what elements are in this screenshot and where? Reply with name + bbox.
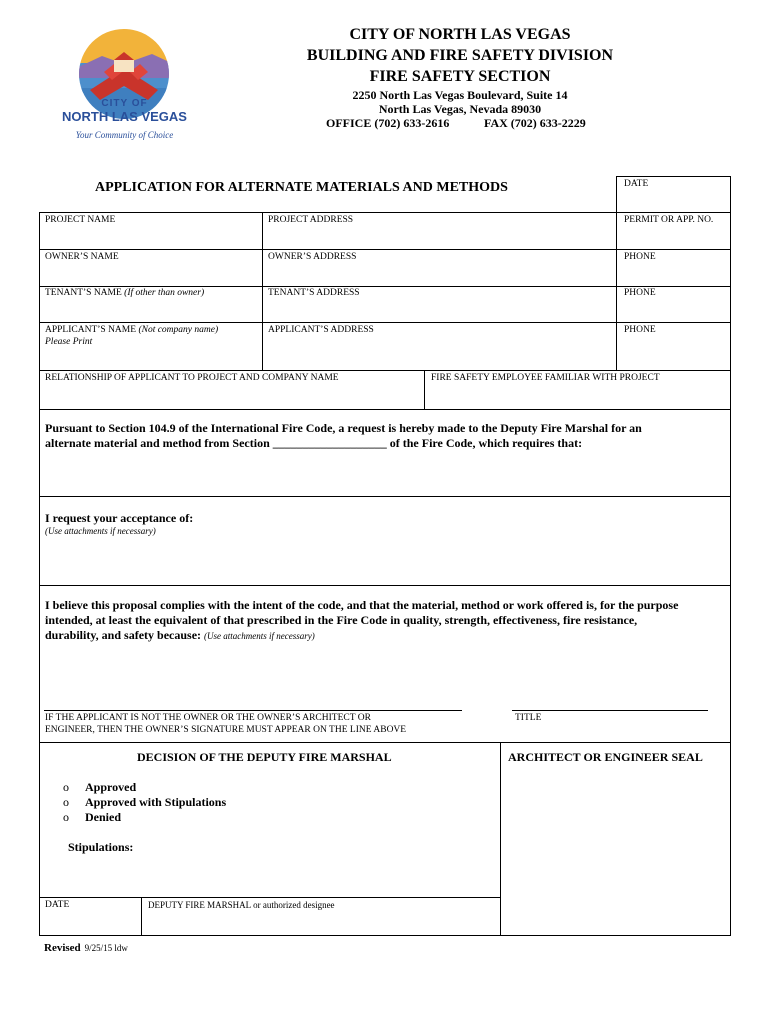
owner-name-label: OWNER’S NAME	[45, 252, 119, 262]
pursuant-line2a: alternate material and method from Section	[45, 436, 273, 450]
form-title: APPLICATION FOR ALTERNATE MATERIALS AND METHODS	[95, 180, 508, 195]
option-denied-marker[interactable]: o	[63, 810, 69, 824]
tenant-phone-label: PHONE	[624, 288, 656, 298]
option-approved-marker[interactable]: o	[63, 780, 69, 794]
project-name-label: PROJECT NAME	[45, 215, 116, 225]
city-logo	[52, 28, 197, 150]
applicant-phone-label: PHONE	[624, 325, 656, 335]
decision-title: DECISION OF THE DEPUTY FIRE MARSHAL	[137, 750, 392, 764]
applicant-name-note: (Not company name)	[138, 325, 219, 335]
believe-line1: I believe this proposal complies with the intent of the code, and that the material, method or work offered is, for the purpose	[45, 598, 679, 612]
request-label: I request your acceptance of:	[45, 511, 194, 525]
option-denied[interactable]	[63, 810, 121, 825]
decision-date-label: DATE	[45, 900, 70, 910]
applicant-name-label	[45, 325, 218, 335]
applicant-address-label: APPLICANT’S ADDRESS	[268, 325, 374, 335]
sig-note-line2: ENGINEER, THEN THE OWNER’S SIGNATURE MUST APPEAR ON THE LINE ABOVE	[45, 725, 407, 735]
project-address-label: PROJECT ADDRESS	[268, 215, 354, 225]
relationship-label: RELATIONSHIP OF APPLICANT TO PROJECT AND COMPANY NAME	[45, 373, 339, 383]
pursuant-line2b: of the Fire Code, which requires that:	[386, 436, 583, 450]
revised-label: Revised	[44, 942, 81, 954]
header-city: CITY OF NORTH LAS VEGAS	[349, 26, 571, 43]
applicant-print-note: Please Print	[45, 337, 93, 347]
logo-line1: CITY OF	[101, 98, 148, 109]
believe-line3	[45, 628, 315, 643]
believe-line3-text: durability, and safety because:	[45, 628, 202, 642]
option-stipulations-label: Approved with Stipulations	[85, 795, 227, 809]
header-address2: North Las Vegas, Nevada 89030	[378, 102, 542, 116]
option-stipulations-marker[interactable]: o	[63, 795, 69, 809]
deputy-signature-label: DEPUTY FIRE MARSHAL or authorized designee	[148, 900, 335, 910]
option-approved-stipulations[interactable]	[63, 795, 226, 810]
tenant-address-label: TENANT’S ADDRESS	[268, 288, 360, 298]
logo-line2: NORTH LAS VEGAS	[62, 109, 187, 124]
section-blank: ___________________	[272, 436, 387, 450]
believe-line2: intended, at least the equivalent of that prescribed in the Fire Code in quality, strength, effectiveness, fire resistance,	[45, 613, 638, 627]
owner-phone-label: PHONE	[624, 252, 656, 262]
pursuant-line1: Pursuant to Section 104.9 of the International Fire Code, a request is hereby made to the Deputy Fire Marshal for an	[45, 421, 642, 435]
logo-tagline: Your Community of Choice	[75, 130, 174, 140]
tenant-name-note: (If other than owner)	[124, 288, 205, 298]
header-office: OFFICE (702) 633-2616	[326, 116, 450, 130]
tenant-name-label	[45, 288, 204, 298]
title-label: TITLE	[515, 713, 542, 723]
option-approved-label: Approved	[85, 780, 137, 794]
applicant-name-text: APPLICANT’S NAME	[45, 325, 137, 335]
permit-no-label: PERMIT OR APP. NO.	[624, 215, 714, 225]
header-division: BUILDING AND FIRE SAFETY DIVISION	[306, 47, 614, 64]
owner-address-label: OWNER’S ADDRESS	[268, 252, 357, 262]
option-denied-label: Denied	[85, 810, 121, 824]
revised-date: 9/25/15 ldw	[84, 943, 128, 953]
fire-employee-label: FIRE SAFETY EMPLOYEE FAMILIAR WITH PROJECT	[431, 373, 660, 383]
header-fax: FAX (702) 633-2229	[484, 116, 586, 130]
option-approved[interactable]	[63, 780, 136, 795]
believe-note: (Use attachments if necessary)	[204, 631, 315, 641]
request-note: (Use attachments if necessary)	[45, 526, 156, 536]
tenant-name-text: TENANT’S NAME	[45, 288, 122, 298]
revised-footer	[44, 938, 128, 956]
date-label: DATE	[624, 179, 649, 189]
pursuant-line2	[45, 436, 582, 451]
seal-title: ARCHITECT OR ENGINEER SEAL	[508, 750, 703, 764]
header-address1: 2250 North Las Vegas Boulevard, Suite 14	[352, 88, 568, 102]
header-section: FIRE SAFETY SECTION	[369, 68, 551, 85]
stipulations-label: Stipulations:	[68, 840, 134, 854]
sig-note-line1: IF THE APPLICANT IS NOT THE OWNER OR THE OWNER’S ARCHITECT OR	[45, 713, 371, 723]
